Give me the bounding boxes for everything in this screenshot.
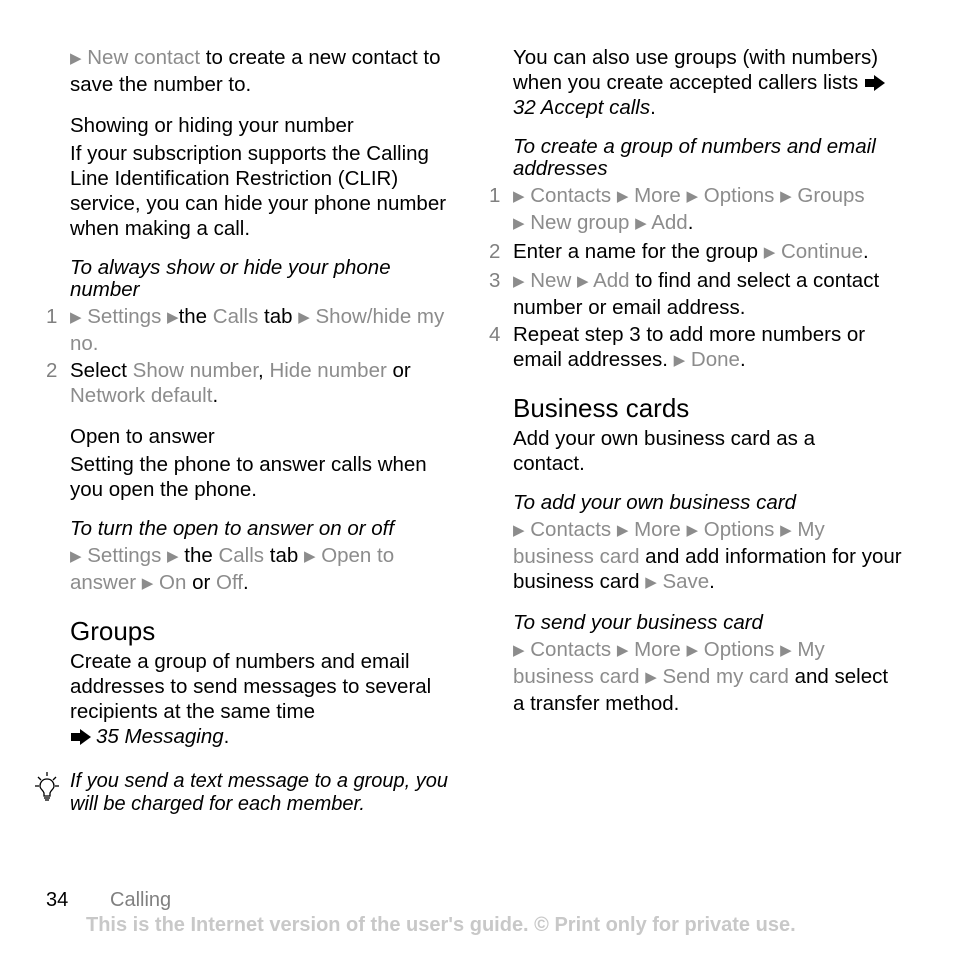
step-number: 4 [489,323,501,346]
step-2 [489,239,903,266]
heading-show-hide: Showing or hiding your number [70,114,354,137]
menu-contacts: Contacts [530,184,612,207]
menu-options: Options [703,184,775,207]
menu-done: Done [690,348,740,371]
menu-arrow-icon: ▶ [303,548,316,565]
text-period: . [687,211,694,234]
step-1 [489,183,903,237]
menu-arrow-icon: ▶ [167,309,179,326]
menu-network-default: Network default [70,384,213,407]
groups-body [70,649,450,749]
step-text: Enter a name for the group [513,240,764,263]
menu-arrow-icon: ▶ [616,188,629,205]
heading-open-to-answer: Open to answer [70,425,215,448]
text-the: the [178,544,219,567]
menu-arrow-icon: ▶ [616,522,629,539]
step-text: and select a transfer method. [513,665,889,715]
menu-arrow-icon: ▶ [780,522,792,539]
menu-my-business-card: My business card [513,518,825,568]
menu-settings: Settings [87,544,162,567]
menu-arrow-icon: ▶ [645,574,657,591]
step-2 [46,358,450,408]
menu-continue: Continue [780,240,864,263]
text-period: . [650,96,656,119]
text-period: . [212,384,219,407]
text-select: Select [70,359,133,382]
menu-calls: Calls [212,305,259,328]
menu-contacts: Contacts [530,518,612,541]
page-number: 34 [46,889,69,911]
menu-more: More [634,518,681,541]
reference-arrow-icon [70,729,92,745]
menu-arrow-icon: ▶ [763,244,776,261]
menu-save: Save [662,570,710,593]
menu-calls: Calls [218,544,265,567]
menu-arrow-icon: ▶ [780,642,792,659]
menu-options: Options [703,638,775,661]
menu-arrow-icon: ▶ [616,642,629,659]
text-tab: tab [264,544,304,567]
text-tab: tab [258,305,299,328]
menu-arrow-icon: ▶ [70,548,82,565]
showhide-body: If your subscription supports the Calling Line Identification Restriction (CLIR) service, you can hide your phone number when making a call. [70,142,447,240]
menu-new-contact: New contact [87,46,201,69]
menu-arrow-icon: ▶ [167,548,179,565]
menu-arrow-icon: ▶ [141,575,154,592]
section-name: Calling [110,889,172,911]
task-create-group: To create a group of numbers and email addresses [513,135,876,180]
task-open-to-answer: To turn the open to answer on or off [70,517,395,540]
accept-calls-paragraph [513,45,903,120]
menu-arrow-icon: ▶ [513,215,525,232]
menu-add: Add [593,269,630,292]
intro-text: to create a new contact to save the number to. [70,46,441,96]
menu-arrow-icon: ▶ [686,642,699,659]
section-title-groups: Groups [70,616,156,646]
text-or: or [186,571,217,594]
menu-arrow-icon: ▶ [513,642,525,659]
step-3 [489,268,903,320]
step-number: 1 [46,305,58,328]
menu-open-to-answer: Open to answer [70,544,395,594]
groups-text: Create a group of numbers and email addresses to send messages to several recipients at the same time [70,650,432,723]
step-text: Repeat step 3 to add more numbers or email addresses. [513,323,866,371]
menu-arrow-icon: ▶ [70,50,82,67]
menu-add: Add [651,211,688,234]
open-instructions [70,543,450,597]
business-body: Add your own business card as a contact. [513,427,815,475]
text-or: or [386,359,411,382]
menu-show-number: Show number [132,359,259,382]
right-column [489,45,903,716]
menu-more: More [634,184,681,207]
step-number: 2 [489,240,501,263]
text-period: . [863,240,869,263]
menu-arrow-icon: ▶ [513,273,525,290]
menu-off: Off [216,571,243,594]
intro-text: You can also use groups (with numbers) when you create accepted callers lists [513,46,879,94]
menu-arrow-icon: ▶ [298,309,310,326]
menu-arrow-icon: ▶ [686,188,699,205]
menu-arrow-icon: ▶ [513,522,525,539]
menu-arrow-icon: ▶ [686,522,699,539]
step-number: 1 [489,184,501,207]
text-period: . [243,571,249,594]
open-body: Setting the phone to answer calls when you open the phone. [70,453,427,501]
menu-arrow-icon: ▶ [673,352,686,369]
menu-on: On [159,571,187,594]
menu-arrow-icon: ▶ [576,273,589,290]
reference-arrow-icon [864,75,886,91]
step-text: and add information for your business card [513,545,902,593]
intro-paragraph [70,45,450,97]
text-the: the [178,305,213,328]
menu-arrow-icon: ▶ [635,215,647,232]
internet-version-note: This is the Internet version of the user's guide. © Print only for private use. [86,914,796,936]
menu-new-group: New group [530,211,630,234]
reference-accept-calls: 32 Accept calls [513,96,651,119]
step-text: to find and select a contact number or email address. [513,269,880,319]
menu-show-hide: Show/hide my no. [70,305,445,355]
task-send-business-card: To send your business card [513,611,763,634]
text-period: . [709,570,715,593]
step-1 [46,304,450,356]
step-number: 3 [489,269,501,292]
menu-more: More [634,638,681,661]
menu-options: Options [703,518,775,541]
menu-hide-number: Hide number [269,359,387,382]
text-period: . [223,725,230,748]
step-number: 2 [46,359,58,382]
menu-new: New [530,269,572,292]
menu-my-business-card: My business card [513,638,825,688]
menu-groups: Groups [797,184,865,207]
text-period: . [739,348,746,371]
menu-arrow-icon: ▶ [780,188,792,205]
send-card-instructions [513,637,903,716]
left-column [46,45,450,749]
task-show-hide: To always show or hide your phone number [70,256,391,301]
menu-arrow-icon: ▶ [513,188,525,205]
tip-text: If you send a text message to a group, you will be charged for each member. [70,770,449,815]
menu-contacts: Contacts [530,638,612,661]
text-comma: , [258,359,270,382]
step-4 [489,322,903,374]
lightbulb-icon [30,770,64,804]
add-card-instructions [513,517,903,596]
menu-arrow-icon: ▶ [70,309,82,326]
reference-messaging: 35 Messaging [96,725,224,748]
menu-settings: Settings [87,305,162,328]
section-title-business-cards: Business cards [513,393,690,423]
menu-send-my-card: Send my card [662,665,789,688]
task-add-business-card: To add your own business card [513,491,796,514]
menu-arrow-icon: ▶ [645,669,657,686]
